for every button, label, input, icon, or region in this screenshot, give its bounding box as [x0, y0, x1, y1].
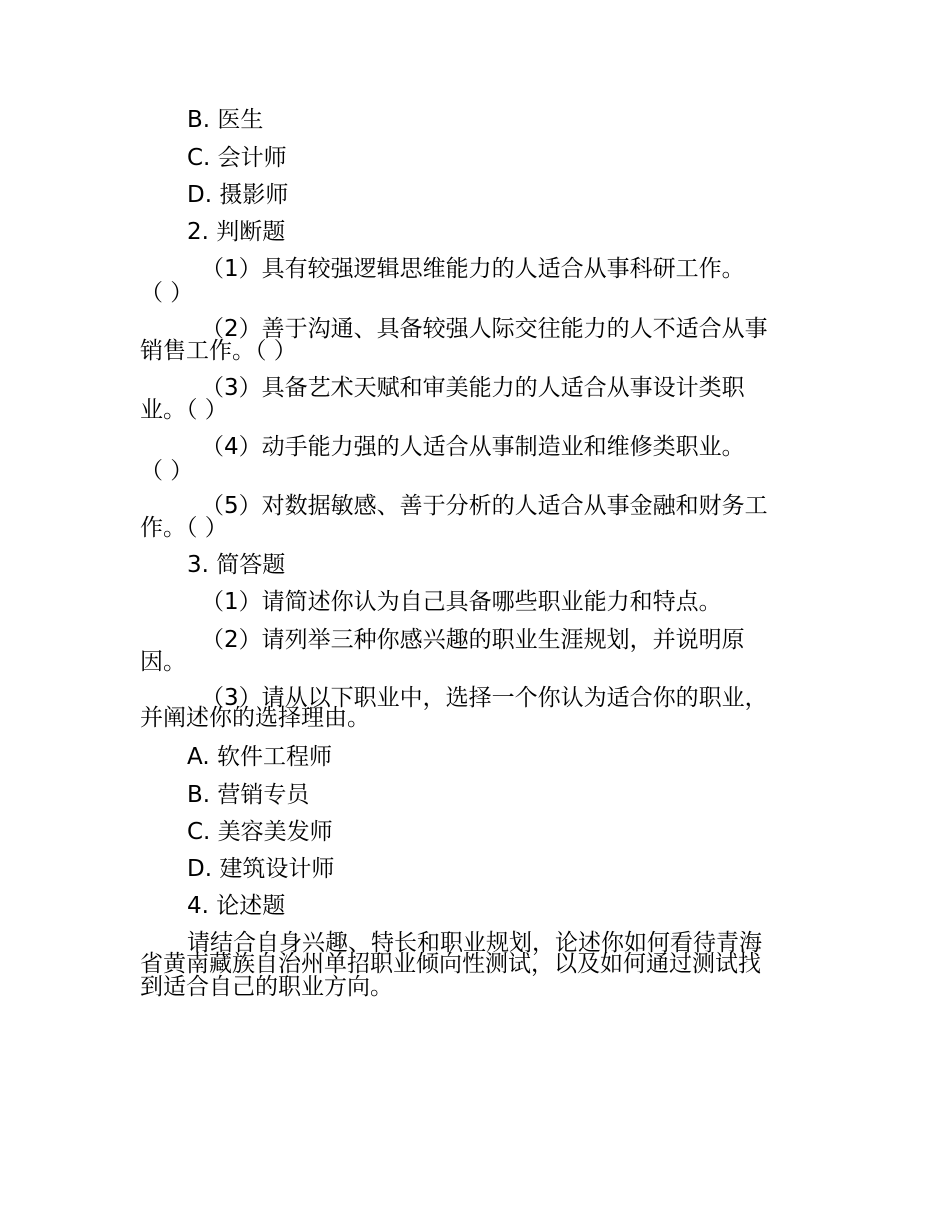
career-option-b: B. 营销专员: [187, 782, 310, 808]
short-answer-item-2-cont: 因。: [140, 649, 186, 675]
short-answer-item-1: （1）请简述你认为自己具备哪些职业能力和特点。: [201, 589, 722, 615]
short-answer-item-2: （2）请列举三种你感兴趣的职业生涯规划，并说明原: [201, 627, 745, 653]
option-c: C. 会计师: [187, 145, 287, 171]
career-option-d: D. 建筑设计师: [187, 856, 335, 882]
judgment-item-5-cont: 作。（ ）: [140, 515, 228, 541]
option-d: D. 摄影师: [187, 182, 289, 208]
essay-line-3: 到适合自己的职业方向。: [140, 974, 393, 1000]
judgment-item-1-cont: （ ）: [140, 280, 194, 306]
essay-line-2: 省黄南藏族自治州单招职业倾向性测试，以及如何通过测试找: [140, 951, 761, 977]
judgment-item-1: （1）具有较强逻辑思维能力的人适合从事科研工作。: [201, 256, 745, 282]
short-answer-item-3-cont: 并阐述你的选择理由。: [140, 705, 370, 731]
judgment-item-2: （2）善于沟通、具备较强人际交往能力的人不适合从事: [201, 316, 768, 342]
judgment-item-4: （4）动手能力强的人适合从事制造业和维修类职业。: [201, 434, 745, 460]
judgment-item-2-cont: 销售工作。（ ）: [140, 338, 297, 364]
section-heading-short-answer: 3. 简答题: [187, 552, 286, 578]
career-option-a: A. 软件工程师: [187, 744, 332, 770]
option-b: B. 医生: [187, 107, 264, 133]
judgment-item-4-cont: （ ）: [140, 458, 194, 484]
career-option-c: C. 美容美发师: [187, 819, 333, 845]
judgment-item-5: （5）对数据敏感、善于分析的人适合从事金融和财务工: [201, 493, 768, 519]
essay-line-1: 请结合自身兴趣、特长和职业规划，论述你如何看待青海: [187, 930, 762, 956]
section-heading-essay: 4. 论述题: [187, 893, 286, 919]
judgment-item-3: （3）具备艺术天赋和审美能力的人适合从事设计类职: [201, 375, 745, 401]
judgment-item-3-cont: 业。（ ）: [140, 397, 228, 423]
short-answer-item-3: （3）请从以下职业中，选择一个你认为适合你的职业，: [201, 685, 768, 711]
section-heading-judgment: 2. 判断题: [187, 219, 286, 245]
